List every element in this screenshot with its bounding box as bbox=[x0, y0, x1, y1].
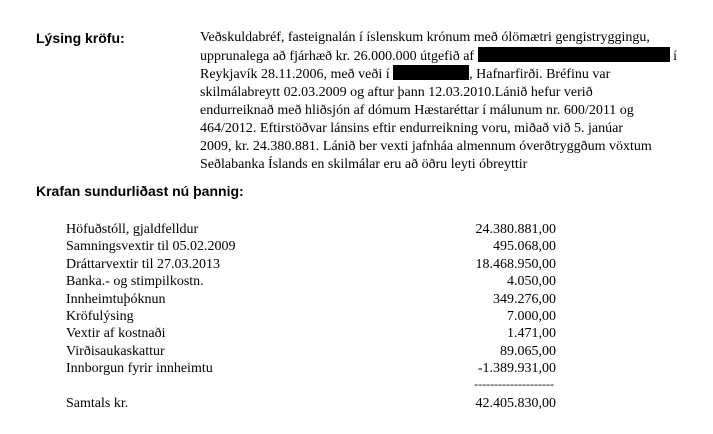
breakdown-row bbox=[66, 238, 556, 255]
breakdown-row bbox=[66, 221, 556, 238]
item-amount: -1.389.931,00 bbox=[477, 361, 556, 377]
item-label: Banka.- og stimpilkostn. bbox=[66, 274, 204, 290]
description-text-segment: skilmálabreytt 02.03.2009 og aftur þann 12.03.2010.Lánið hefur verið bbox=[200, 84, 593, 100]
breakdown-row bbox=[66, 291, 556, 308]
description-text-segment: endurreiknað með hliðsjón af dómum Hæstaréttar í málunum nr. 600/2011 og bbox=[200, 102, 634, 118]
redaction-block bbox=[478, 47, 670, 62]
description-line bbox=[200, 102, 700, 120]
description-line bbox=[200, 29, 700, 47]
total-amount: 42.405.830,00 bbox=[475, 396, 556, 411]
item-amount: 89.065,00 bbox=[500, 343, 556, 359]
description-text-segment: í bbox=[669, 49, 677, 65]
item-amount: 18.468.950,00 bbox=[475, 256, 556, 272]
breakdown-row bbox=[66, 308, 556, 325]
description-text-segment: 2009, kr. 24.380.881. Lánið ber vexti jafnháa almennum óverðtryggðum vöxtum bbox=[200, 139, 652, 155]
total-label: Samtals kr. bbox=[66, 396, 129, 411]
description-text-segment: Reykjavík 28.11.2006, með veði í bbox=[200, 67, 394, 83]
item-label: Kröfulýsing bbox=[66, 308, 134, 324]
item-amount: 7.000,00 bbox=[507, 308, 556, 324]
item-label: Höfuðstóll, gjaldfelldur bbox=[66, 222, 199, 237]
breakdown-heading: Krafan sundurliðast nú þannig: bbox=[36, 183, 244, 199]
breakdown-row bbox=[66, 343, 556, 360]
description-line bbox=[200, 120, 700, 138]
breakdown-row bbox=[66, 256, 556, 273]
description-label: Lýsing kröfu: bbox=[36, 30, 125, 46]
breakdown-row bbox=[66, 360, 556, 377]
breakdown-row bbox=[66, 325, 556, 342]
description-line bbox=[200, 84, 700, 102]
item-label: Innheimtuþóknun bbox=[66, 291, 166, 307]
divider-row bbox=[66, 378, 556, 390]
item-amount: 24.380.881,00 bbox=[475, 222, 556, 237]
item-label: Samningsvextir til 05.02.2009 bbox=[66, 239, 236, 255]
item-amount: 495.068,00 bbox=[493, 239, 556, 255]
description-line bbox=[200, 47, 700, 65]
description-line bbox=[200, 156, 700, 174]
description-line bbox=[200, 65, 700, 83]
description-text bbox=[200, 29, 700, 175]
item-amount: 4.050,00 bbox=[507, 274, 556, 290]
item-label: Innborgun fyrir innheimtu bbox=[66, 361, 213, 377]
total-row bbox=[66, 395, 556, 413]
description-text-segment: Seðlabanka Íslands en skilmálar eru að öðru leyti óbreyttir bbox=[200, 157, 528, 173]
sum-divider: -------------------- bbox=[474, 376, 554, 391]
description-line bbox=[200, 138, 700, 156]
redaction-block bbox=[393, 65, 469, 80]
breakdown-list bbox=[66, 221, 556, 390]
description-text-segment: 464/2012. Eftirstöðvar lánsins eftir endurreikning voru, miðað við 5. janúar bbox=[200, 120, 624, 136]
item-amount: 1.471,00 bbox=[507, 326, 556, 342]
item-amount: 349.276,00 bbox=[493, 291, 556, 307]
description-text-segment: , Hafnarfirði. Bréfinu var bbox=[469, 67, 611, 83]
breakdown-row bbox=[66, 273, 556, 290]
item-label: Virðisaukaskattur bbox=[66, 343, 165, 359]
item-label: Vextir af kostnaði bbox=[66, 326, 166, 342]
description-text-segment: upprunalega að fjárhæð kr. 26.000.000 útgefið af bbox=[200, 49, 478, 65]
item-label: Dráttarvextir til 27.03.2013 bbox=[66, 256, 220, 272]
description-text-segment: Veðskuldabréf, fasteignalán í íslenskum krónum með ólömætri gengistryggingu, bbox=[200, 30, 650, 45]
